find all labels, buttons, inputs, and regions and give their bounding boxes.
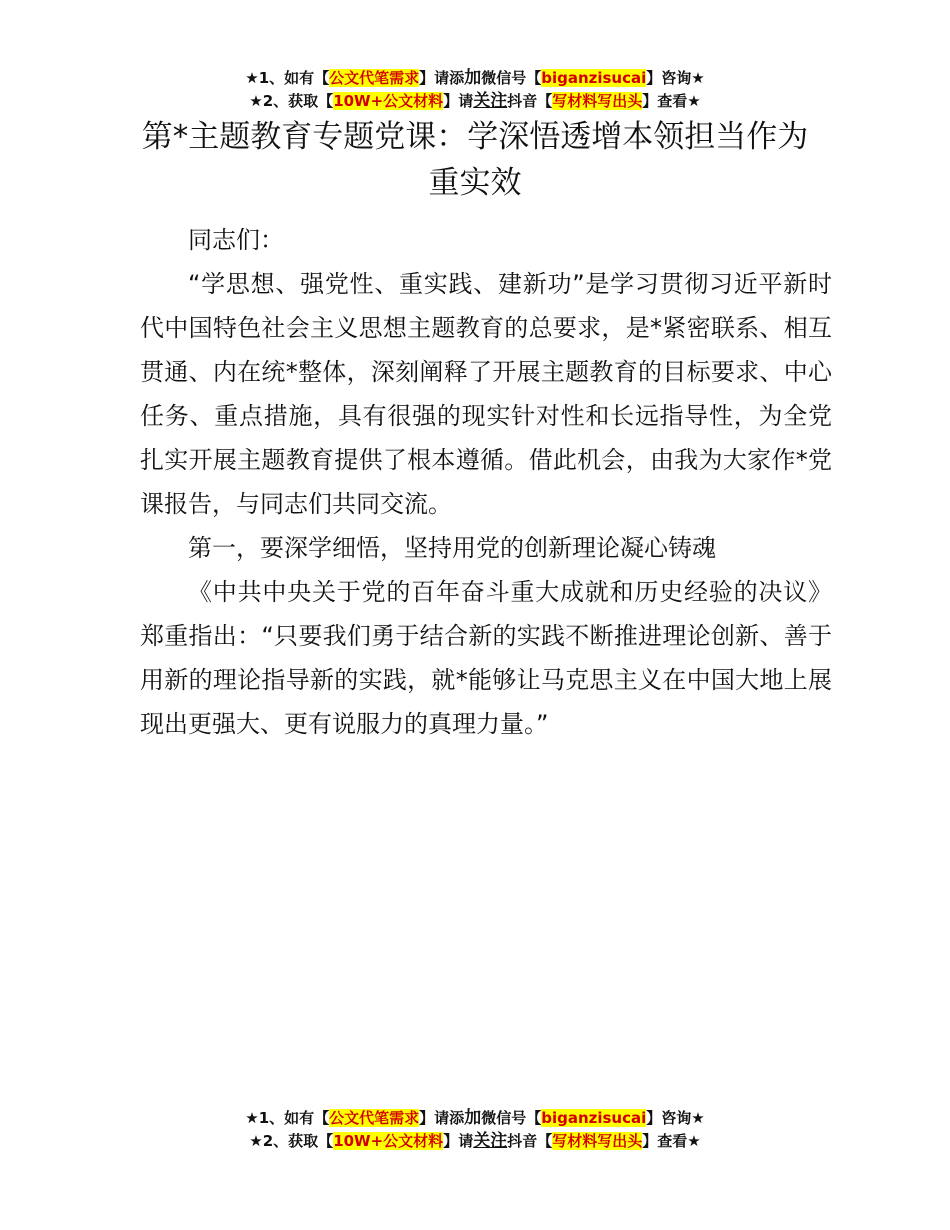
banner-emphasis: 关注: [473, 91, 508, 111]
banner-line-1: [0, 67, 950, 90]
banner-line-2: [0, 90, 950, 113]
banner-text: 】请添: [419, 69, 465, 87]
salutation-paragraph: 同志们：: [188, 226, 284, 254]
banner-text: 】咨询★: [646, 69, 705, 87]
banner-highlight-douyin: 写材料写出头: [552, 92, 643, 110]
banner-text: 】查看★: [642, 92, 701, 110]
body-paragraph: 《中共中央关于党的百年奋斗重大成就和历史经验的决议》郑重指出：“只要我们勇于结合新的实践不断推进理论创新、善于用新的理论指导新的实践，就*能够让马克思主义在中国大地上展现出更强大、更有说服力的真理力量。”: [140, 578, 832, 738]
banner-highlight-wechat-id: biganzisucai: [541, 1109, 647, 1127]
document-body: [140, 218, 832, 746]
banner-text: 抖音【: [507, 92, 553, 110]
banner-text: 】请: [443, 1132, 474, 1150]
banner-text: ★1、如有【: [245, 69, 330, 87]
banner-highlight-douyin: 写材料写出头: [552, 1132, 643, 1150]
footer-banner: [0, 1107, 950, 1153]
banner-line-2: [0, 1130, 950, 1153]
banner-emphasis: 加: [464, 1108, 482, 1128]
banner-text: ★2、获取【: [249, 92, 334, 110]
header-banner: [0, 67, 950, 113]
banner-emphasis: 加: [464, 68, 482, 88]
body-paragraph: “学思想、强党性、重实践、建新功”是学习贯彻习近平新时代中国特色社会主义思想主题教育的总要求，是*紧密联系、相互贯通、内在统*整体，深刻阐释了开展主题教育的目标要求、中心任务、重点措施，具有很强的现实针对性和长远指导性，为全党扎实开展主题教育提供了根本遵循。借此机会，由我为大家作*党课报告，与同志们共同交流。: [140, 270, 832, 518]
banner-text: ★2、获取【: [249, 1132, 334, 1150]
banner-text: 微信号【: [481, 69, 542, 87]
banner-text: 】查看★: [642, 1132, 701, 1150]
banner-highlight-service: 公文代笔需求: [329, 1109, 420, 1127]
banner-text: ★1、如有【: [245, 1109, 330, 1127]
section-heading: 第一，要深学细悟，坚持用党的创新理论凝心铸魂: [188, 534, 716, 562]
banner-highlight-service: 公文代笔需求: [329, 69, 420, 87]
document-title: 第*主题教育专题党课：学深悟透增本领担当作为重实效: [141, 119, 809, 201]
banner-text: 】咨询★: [646, 1109, 705, 1127]
banner-text: 微信号【: [481, 1109, 542, 1127]
banner-highlight-wechat-id: biganzisucai: [541, 69, 647, 87]
banner-line-1: [0, 1107, 950, 1130]
banner-emphasis: 关注: [473, 1131, 508, 1151]
banner-text: 】请添: [419, 1109, 465, 1127]
banner-highlight-materials: 10W+公文材料: [333, 92, 444, 110]
banner-text: 】请: [443, 92, 474, 110]
banner-text: 抖音【: [507, 1132, 553, 1150]
banner-highlight-materials: 10W+公文材料: [333, 1132, 444, 1150]
